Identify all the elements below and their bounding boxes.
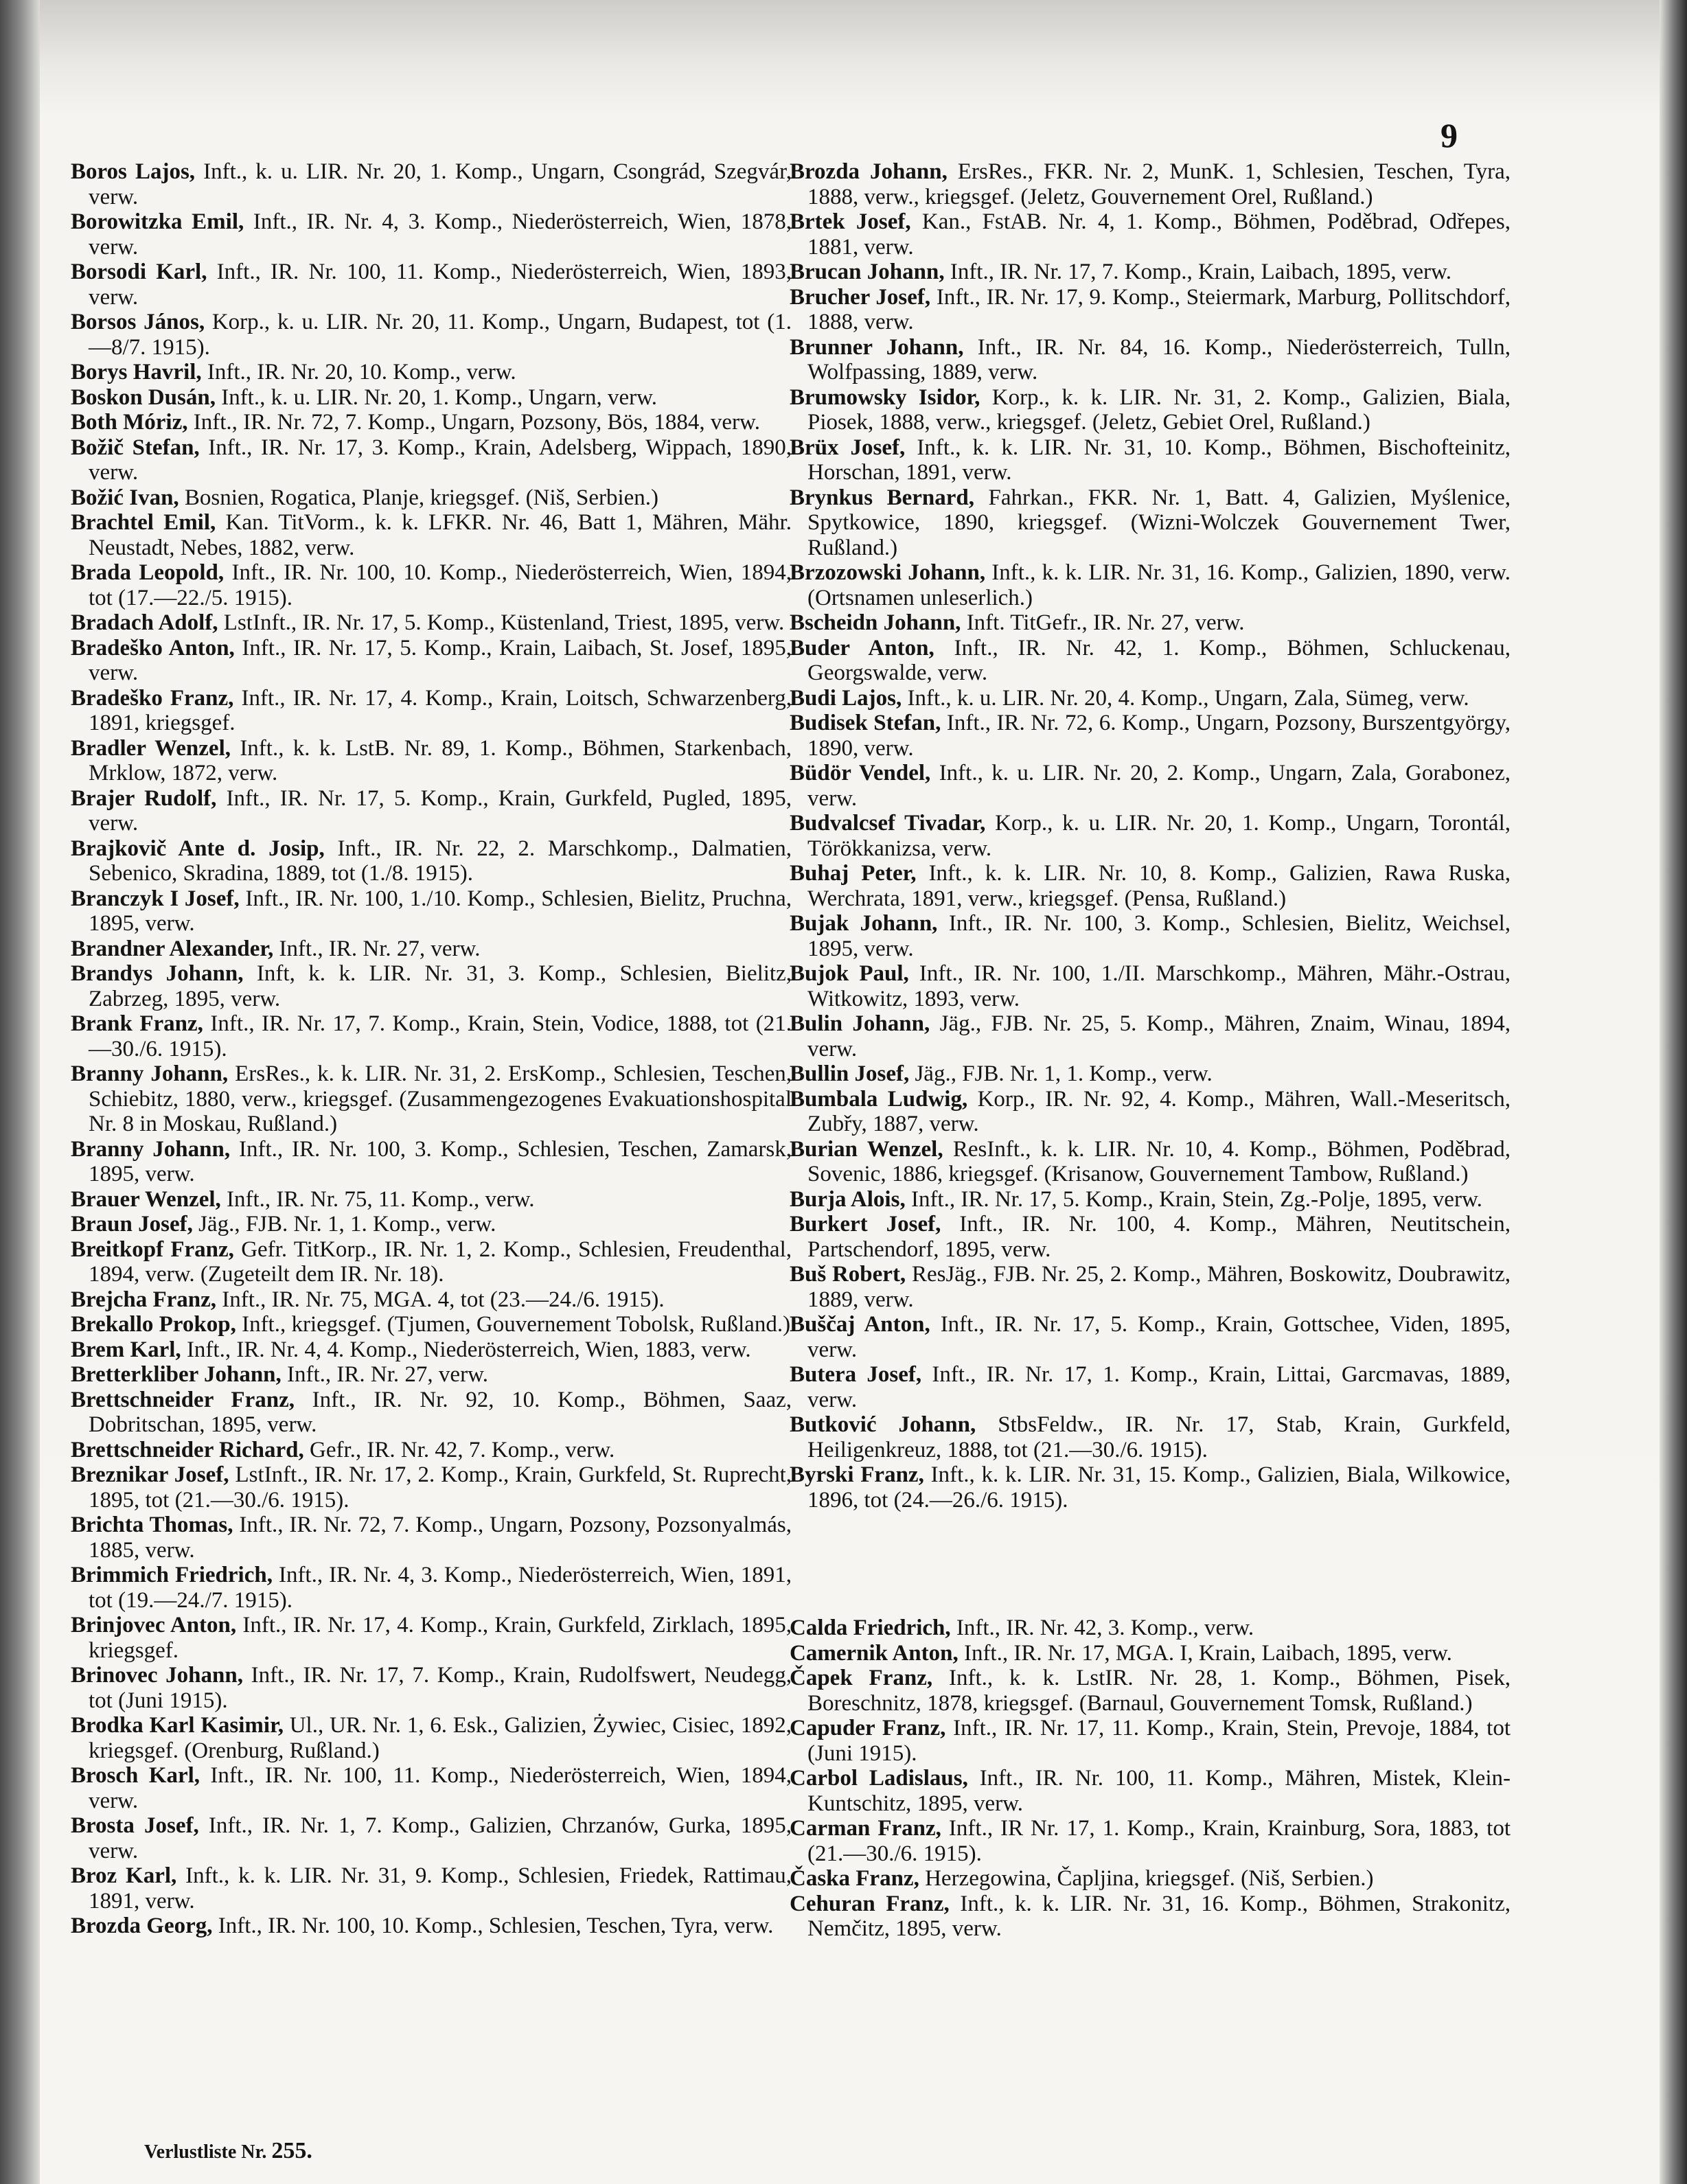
entry-details: ErsRes., k. k. LIR. Nr. 31, 2. ErsKomp., Schlesien, Teschen, Schiebitz, 1880, verw., kriegsgef. (Zusammengezogenes Evakuationshospital Nr. 8 in Moskau, Rußland.): [89, 1061, 792, 1136]
entry-name: Bullin Josef,: [790, 1061, 910, 1086]
right-column-b-section: [790, 159, 1511, 1513]
entry-name: Brekallo Prokop,: [71, 1312, 236, 1337]
left-column: [71, 159, 792, 1939]
entry-name: Brzozowski Johann,: [790, 560, 986, 585]
entry-details: LstInft., IR. Nr. 17, 5. Komp., Küstenland, Triest, 1895, verw.: [218, 610, 785, 635]
list-entry: [71, 260, 792, 310]
entry-name: Butera Josef,: [790, 1362, 922, 1387]
entry-details: Inft., k. u. LIR. Nr. 20, 1. Komp., Ungarn, Csongrád, Szegvár, verw.: [89, 159, 792, 209]
entry-name: Bujak Johann,: [790, 911, 938, 936]
footer: [144, 2138, 312, 2164]
entry-details: Inft., IR. Nr. 72, 7. Komp., Ungarn, Pozsony, Pozsonyalmás, 1885, verw.: [89, 1513, 792, 1563]
entry-details: Inft., IR. Nr. 17, 5. Komp., Krain, Gurkfeld, Pugled, 1895, verw.: [89, 785, 792, 836]
entry-details: Inft., IR. Nr. 17, 3. Komp., Krain, Adelsberg, Wippach, 1890, verw.: [89, 435, 792, 485]
entry-details: Inft., k. k. LstIR. Nr. 28, 1. Komp., Böhmen, Pisek, Boreschnitz, 1878, kriegsgef. (Barnaul, Gouvernement Tomsk, Rußland.): [807, 1666, 1511, 1716]
entry-details: Inft., IR. Nr. 92, 10. Komp., Böhmen, Saaz, Dobritschan, 1895, verw.: [89, 1387, 792, 1437]
entry-details: Jäg., FJB. Nr. 1, 1. Komp., verw.: [192, 1212, 496, 1237]
entry-name: Capuder Franz,: [790, 1716, 946, 1740]
section-gap: [790, 1513, 1511, 1616]
entry-details: Inft., k. u. LIR. Nr. 20, 4. Komp., Ungarn, Zala, Sümeg, verw.: [902, 685, 1469, 711]
entry-name: Branny Johann,: [71, 1136, 231, 1162]
entry-details: StbsFeldw., IR. Nr. 17, Stab, Krain, Gurkfeld, Heiligenkreuz, 1888, tot (21.—30./6. 1915).: [807, 1412, 1511, 1462]
entry-name: Bscheidn Johann,: [790, 610, 961, 635]
entry-name: Brandner Alexander,: [71, 936, 274, 961]
entry-details: Inft., IR. Nr. 1, 7. Komp., Galizien, Chrzanów, Gurka, 1895, verw.: [89, 1813, 792, 1863]
list-entry: [790, 285, 1511, 335]
list-entry: [71, 360, 792, 385]
entry-details: Inft., IR. Nr. 4, 3. Komp., Niederösterreich, Wien, 1878, verw.: [89, 209, 792, 260]
list-entry: [790, 159, 1511, 209]
entry-name: Budi Lajos,: [790, 685, 902, 711]
entry-name: Brucan Johann,: [790, 260, 945, 284]
entry-name: Branczyk I Josef,: [71, 886, 240, 911]
entry-name: Brinovec Johann,: [71, 1663, 243, 1688]
entry-name: Buhaj Peter,: [790, 861, 917, 886]
list-entry: [790, 961, 1511, 1011]
entry-details: Inft., IR. Nr. 17, 7. Komp., Krain, Stein, Vodice, 1888, tot (21.—30./6. 1915).: [89, 1011, 792, 1061]
entry-name: Brumowsky Isidor,: [790, 384, 980, 410]
list-entry: [790, 1641, 1511, 1666]
entry-name: Brem Karl,: [71, 1337, 181, 1362]
entry-details: Inft., k. u. LIR. Nr. 20, 2. Komp., Ungarn, Zala, Gorabonez, verw.: [807, 761, 1511, 811]
list-entry: [790, 209, 1511, 260]
entry-name: Brucher Josef,: [790, 284, 931, 310]
entry-details: Jäg., FJB. Nr. 25, 5. Komp., Mähren, Znaim, Winau, 1894, verw.: [807, 1011, 1511, 1061]
list-entry: [71, 1513, 792, 1563]
page-number: 9: [1441, 116, 1458, 154]
entry-name: Borowitzka Emil,: [71, 209, 244, 234]
entry-name: Both Móriz,: [71, 410, 188, 435]
entry-name: Brejcha Franz,: [71, 1287, 217, 1312]
list-entry: [71, 1237, 792, 1287]
entry-name: Burian Wenzel,: [790, 1136, 943, 1162]
entry-details: Inft., IR. Nr. 4, 4. Komp., Niederösterreich, Wien, 1883, verw.: [181, 1337, 751, 1362]
entry-name: Čapek Franz,: [790, 1666, 933, 1690]
entry-name: Brandys Johann,: [71, 961, 244, 986]
entry-details: Korp., k. u. LIR. Nr. 20, 11. Komp., Ungarn, Budapest, tot (1.—8/7. 1915).: [89, 310, 792, 360]
list-entry: [790, 1716, 1511, 1766]
entry-name: Budisek Stefan,: [790, 711, 941, 735]
list-entry: [790, 385, 1511, 435]
entry-name: Carbol Ladislaus,: [790, 1766, 968, 1791]
list-entry: [790, 1087, 1511, 1137]
entry-details: Inft., IR. Nr. 17, 7. Komp., Krain, Rudolfswert, Neudegg, tot (Juni 1915).: [89, 1663, 792, 1713]
entry-details: Gefr., IR. Nr. 42, 7. Komp., verw.: [303, 1437, 615, 1462]
entry-name: Brajer Rudolf,: [71, 785, 217, 811]
entry-details: Gefr. TitKorp., IR. Nr. 1, 2. Komp., Schlesien, Freudenthal, 1894, verw. (Zugeteilt dem IR. Nr. 18).: [89, 1237, 792, 1287]
entry-details: Korp., k. k. LIR. Nr. 31, 2. Komp., Galizien, Biala, Piosek, 1888, verw., kriegsgef. (Jeletz, Gebiet Orel, Rußland.): [807, 384, 1511, 435]
entry-details: Inft., IR. Nr. 17, 5. Komp., Krain, Laibach, St. Josef, 1895, verw.: [89, 635, 792, 685]
entry-details: Inft., k. k. LIR. Nr. 10, 8. Komp., Galizien, Rawa Ruska, Werchrata, 1891, verw., kriegsgef. (Pensa, Rußland.): [807, 861, 1511, 911]
entry-name: Brozda Johann,: [790, 159, 948, 184]
entry-details: Inft., IR. Nr. 100, 11. Komp., Niederösterreich, Wien, 1893, verw.: [89, 260, 792, 310]
entry-name: Brada Leopold,: [71, 560, 225, 585]
entry-details: Inft., IR. Nr. 75, MGA. 4, tot (23.—24./6. 1915).: [216, 1287, 665, 1312]
entry-details: Jäg., FJB. Nr. 1, 1. Komp., verw.: [909, 1061, 1213, 1086]
entry-details: Korp., k. u. LIR. Nr. 20, 1. Komp., Ungarn, Torontál, Törökkanizsa, verw.: [807, 811, 1511, 861]
list-entry: [71, 1438, 792, 1463]
list-entry: [71, 936, 792, 962]
entry-name: Braun Josef,: [71, 1212, 193, 1237]
list-entry: [71, 1212, 792, 1237]
list-entry: [790, 1892, 1511, 1942]
list-entry: [71, 1011, 792, 1061]
entry-name: Bradeško Anton,: [71, 635, 235, 660]
list-entry: [71, 159, 792, 209]
footer-label: Verlustliste Nr.: [144, 2141, 267, 2163]
list-entry: [71, 1187, 792, 1212]
list-entry: [71, 1813, 792, 1863]
entry-details: Inft., IR. Nr. 27, verw.: [273, 936, 481, 961]
entry-name: Brajkovič Ante d. Josip,: [71, 836, 325, 861]
entry-name: Borsodi Karl,: [71, 260, 207, 284]
entry-details: Inft., IR. Nr. 42, 3. Komp., verw.: [950, 1616, 1254, 1640]
list-entry: [71, 485, 792, 511]
entry-name: Burja Alois,: [790, 1186, 906, 1212]
list-entry: [790, 861, 1511, 911]
entry-details: Inft., IR. Nr. 100, 11. Komp., Niederösterreich, Wien, 1894, verw.: [89, 1763, 792, 1813]
entry-name: Brachtel Emil,: [71, 510, 216, 535]
entry-details: Inft., k. u. LIR. Nr. 20, 1. Komp., Ungarn, verw.: [215, 384, 658, 410]
entry-details: Inft., k. k. LIR. Nr. 31, 9. Komp., Schlesien, Friedek, Rattimau, 1891, verw.: [89, 1863, 792, 1913]
list-entry: [71, 786, 792, 836]
entry-details: Inft., k. k. LIR. Nr. 31, 16. Komp., Galizien, 1890, verw. (Ortsnamen unleserlich.): [807, 560, 1511, 610]
entry-name: Brozda Georg,: [71, 1913, 213, 1938]
list-entry: [790, 636, 1511, 686]
list-entry: [790, 1766, 1511, 1816]
entry-name: Borys Havril,: [71, 360, 202, 384]
list-entry: [71, 510, 792, 560]
list-entry: [790, 811, 1511, 861]
entry-details: Inft., k. k. LIR. Nr. 31, 16. Komp., Böhmen, Strakonitz, Nemčitz, 1895, verw.: [807, 1891, 1511, 1941]
list-entry: [790, 1187, 1511, 1212]
entry-details: ResJäg., FJB. Nr. 25, 2. Komp., Mähren, Boskowitz, Doubrawitz, 1889, verw.: [807, 1262, 1511, 1312]
entry-name: Bradach Adolf,: [71, 610, 218, 635]
list-entry: [790, 1362, 1511, 1412]
entry-name: Boskon Dusán,: [71, 384, 216, 410]
list-entry: [790, 1666, 1511, 1716]
entry-name: Büdör Vendel,: [790, 761, 931, 785]
list-entry: [71, 686, 792, 736]
list-entry: [71, 610, 792, 636]
entry-name: Brinjovec Anton,: [71, 1613, 237, 1637]
entry-details: Kan. TitVorm., k. k. LFKR. Nr. 46, Batt 1, Mähren, Mähr. Neustadt, Nebes, 1882, verw.: [89, 510, 792, 560]
list-entry: [71, 636, 792, 686]
entry-name: Brank Franz,: [71, 1011, 203, 1036]
entry-details: Ul., UR. Nr. 1, 6. Esk., Galizien, Żywiec, Cisiec, 1892, kriegsgef. (Orenburg, Rußland.): [89, 1713, 792, 1763]
list-entry: [71, 961, 792, 1011]
entry-details: Inft., IR. Nr. 17, 1. Komp., Krain, Littai, Garcmavas, 1889, verw.: [807, 1362, 1511, 1412]
entry-details: Inft., IR. Nr. 17, 7. Komp., Krain, Laibach, 1895, verw.: [944, 260, 1451, 284]
entry-details: LstInft., IR. Nr. 17, 2. Komp., Krain, Gurkfeld, St. Ruprecht, 1895, tot (21.—30./6. 1915).: [89, 1462, 792, 1513]
entry-details: Inft., IR. Nr. 17, 5. Komp., Krain, Stein, Zg.-Polje, 1895, verw.: [905, 1186, 1482, 1212]
entry-details: Inft., IR. Nr. 100, 10. Komp., Schlesien, Teschen, Tyra, verw.: [212, 1913, 774, 1938]
entry-name: Božić Ivan,: [71, 485, 179, 510]
entry-name: Časka Franz,: [790, 1866, 919, 1891]
list-entry: [71, 1388, 792, 1438]
list-entry: [71, 886, 792, 936]
entry-name: Buder Anton,: [790, 635, 934, 660]
entry-details: Inft., IR. Nr. 84, 16. Komp., Niederösterreich, Tulln, Wolfpassing, 1889, verw.: [807, 334, 1511, 384]
entry-details: Inft., IR. Nr. 17, 11. Komp., Krain, Stein, Prevoje, 1884, tot (Juni 1915).: [807, 1716, 1511, 1766]
entry-details: Inft., IR. Nr. 72, 7. Komp., Ungarn, Pozsony, Bös, 1884, verw.: [187, 410, 760, 435]
entry-details: Inft., IR. Nr. 22, 2. Marschkomp., Dalmatien, Sebenico, Skradina, 1889, tot (1./8. 1915).: [89, 836, 792, 886]
entry-details: Inft., IR. Nr. 72, 6. Komp., Ungarn, Pozsony, Burszentgyörgy, 1890, verw.: [807, 711, 1511, 761]
list-entry: [790, 1462, 1511, 1513]
list-entry: [790, 335, 1511, 385]
list-entry: [71, 836, 792, 886]
entry-name: Brodka Karl Kasimir,: [71, 1713, 284, 1738]
list-entry: [790, 560, 1511, 610]
entry-details: Inft., IR. Nr. 42, 1. Komp., Böhmen, Schluckenau, Georgswalde, verw.: [807, 635, 1511, 685]
entry-details: Korp., IR. Nr. 92, 4. Komp., Mähren, Wall.-Meseritsch, Zubřy, 1887, verw.: [807, 1086, 1511, 1136]
entry-name: Burkert Josef,: [790, 1212, 941, 1237]
entry-details: Inft., k. k. LIR. Nr. 31, 15. Komp., Galizien, Biala, Wilkowice, 1896, tot (24.—26./6. 1915).: [807, 1462, 1511, 1513]
entry-name: Carman Franz,: [790, 1816, 941, 1841]
entry-details: Inft., k. k. LIR. Nr. 31, 10. Komp., Böhmen, Bischofteinitz, Horschan, 1891, verw.: [807, 435, 1511, 485]
entry-details: Inft., IR. Nr. 4, 3. Komp., Niederösterreich, Wien, 1891, tot (19.—24./7. 1915).: [89, 1563, 792, 1613]
list-entry: [71, 1287, 792, 1313]
list-entry: [790, 1312, 1511, 1362]
list-entry: [71, 1337, 792, 1363]
list-entry: [790, 761, 1511, 811]
entry-name: Bretterkliber Johann,: [71, 1362, 282, 1387]
list-entry: [790, 1816, 1511, 1866]
list-entry: [71, 1863, 792, 1913]
list-entry: [71, 1713, 792, 1763]
entry-name: Brettschneider Richard,: [71, 1437, 304, 1462]
entry-details: Inft., IR. Nr. 17, 5. Komp., Krain, Gottschee, Viden, 1895, verw.: [807, 1312, 1511, 1362]
right-column-c-section: [790, 1616, 1511, 1942]
list-entry: [71, 410, 792, 435]
entry-name: Breitkopf Franz,: [71, 1237, 234, 1262]
entry-name: Brüx Josef,: [790, 435, 906, 460]
entry-name: Brosch Karl,: [71, 1763, 200, 1788]
entry-name: Brettschneider Franz,: [71, 1387, 295, 1412]
entry-details: Inft., IR. Nr. 17, 4. Komp., Krain, Loitsch, Schwarzenberg, 1891, kriegsgef.: [89, 685, 792, 735]
entry-name: Cehuran Franz,: [790, 1891, 950, 1916]
scan-edge-right: [1660, 0, 1687, 2184]
entry-details: Inft., k. k. LstB. Nr. 89, 1. Komp., Böhmen, Starkenbach, Mrklow, 1872, verw.: [89, 735, 792, 785]
list-entry: [71, 1362, 792, 1388]
entry-name: Calda Friedrich,: [790, 1616, 951, 1640]
list-entry: [790, 711, 1511, 761]
entry-name: Butković Johann,: [790, 1412, 976, 1437]
entry-details: Inft. TitGefr., IR. Nr. 27, verw.: [961, 610, 1245, 635]
list-entry: [790, 686, 1511, 711]
entry-name: Breznikar Josef,: [71, 1462, 229, 1487]
list-entry: [71, 1061, 792, 1137]
entry-name: Brunner Johann,: [790, 334, 964, 360]
entry-name: Boros Lajos,: [71, 159, 196, 184]
entry-details: Inft., IR. Nr. 100, 1./II. Marschkomp., Mähren, Mähr.-Ostrau, Witkowitz, 1893, verw.: [807, 961, 1511, 1011]
list-entry: [71, 435, 792, 485]
entry-details: Herzegowina, Čapljina, kriegsgef. (Niš, Serbien.): [919, 1866, 1374, 1891]
list-entry: [790, 1866, 1511, 1892]
list-entry: [71, 1613, 792, 1663]
entry-details: Inft., IR. Nr. 100, 1./10. Komp., Schlesien, Bielitz, Pruchna, 1895, verw.: [89, 886, 792, 936]
list-entry: [71, 1763, 792, 1813]
entry-details: Bosnien, Rogatica, Planje, kriegsgef. (Niš, Serbien.): [179, 485, 659, 510]
entry-name: Brauer Wenzel,: [71, 1186, 221, 1212]
entry-details: Inft., IR. Nr. 27, verw.: [281, 1362, 489, 1387]
footer-number: 255.: [271, 2138, 312, 2163]
list-entry: [71, 310, 792, 360]
list-entry: [790, 485, 1511, 561]
list-entry: [71, 1563, 792, 1613]
entry-name: Brimmich Friedrich,: [71, 1563, 273, 1587]
list-entry: [790, 1137, 1511, 1187]
entry-name: Byrski Franz,: [790, 1462, 924, 1487]
entry-details: Inft., IR. Nr. 17, MGA. I, Krain, Laibach, 1895, verw.: [958, 1640, 1452, 1666]
list-entry: [790, 1061, 1511, 1087]
list-entry: [71, 1913, 792, 1939]
entry-details: Inft., IR. Nr. 17, 4. Komp., Krain, Gurkfeld, Zirklach, 1895, kriegsgef.: [89, 1613, 792, 1663]
entry-details: Inft., IR. Nr. 100, 10. Komp., Niederösterreich, Wien, 1894, tot (17.—22./5. 1915).: [89, 560, 792, 610]
entry-name: Brtek Josef,: [790, 209, 911, 234]
entry-details: Inft., IR. Nr. 17, 9. Komp., Steiermark, Marburg, Pollitschdorf, 1888, verw.: [807, 284, 1511, 334]
entry-name: Bradler Wenzel,: [71, 735, 231, 761]
entry-name: Broz Karl,: [71, 1863, 177, 1888]
entry-name: Branny Johann,: [71, 1061, 229, 1086]
entry-details: Inft, k. k. LIR. Nr. 31, 3. Komp., Schlesien, Bielitz, Zabrzeg, 1895, verw.: [89, 961, 792, 1011]
list-entry: [790, 1262, 1511, 1312]
entry-name: Brichta Thomas,: [71, 1513, 233, 1537]
entry-name: Bulin Johann,: [790, 1011, 930, 1036]
scan-edge-left: [0, 0, 40, 2184]
list-entry: [71, 1663, 792, 1713]
list-entry: [790, 1616, 1511, 1641]
entry-name: Buščaj Anton,: [790, 1312, 930, 1337]
entry-name: Budvalcsef Tivadar,: [790, 811, 986, 836]
list-entry: [71, 560, 792, 610]
entry-name: Bradeško Franz,: [71, 685, 234, 711]
entry-name: Bumbala Ludwig,: [790, 1086, 968, 1112]
list-entry: [71, 736, 792, 786]
entry-details: ResInft., k. k. LIR. Nr. 10, 4. Komp., Böhmen, Poděbrad, Sovenic, 1886, kriegsgef. (Krisanow, Gouvernement Tambow, Rußland.): [807, 1136, 1511, 1186]
list-entry: [790, 610, 1511, 636]
entry-details: Inft., kriegsgef. (Tjumen, Gouvernement Tobolsk, Rußland.): [236, 1312, 791, 1337]
list-entry: [71, 1312, 792, 1337]
entry-name: Brynkus Bernard,: [790, 485, 974, 510]
entry-details: Kan., FstAB. Nr. 4, 1. Komp., Böhmen, Poděbrad, Odřepes, 1881, verw.: [807, 209, 1511, 260]
entry-details: Inft., IR. Nr. 75, 11. Komp., verw.: [220, 1186, 535, 1212]
list-entry: [71, 385, 792, 411]
list-entry: [71, 209, 792, 260]
list-entry: [790, 1412, 1511, 1462]
list-entry: [790, 1011, 1511, 1061]
entry-name: Bujok Paul,: [790, 961, 909, 986]
entry-details: ErsRes., FKR. Nr. 2, MunK. 1, Schlesien, Teschen, Tyra, 1888, verw., kriegsgef. (Jeletz, Gouvernement Orel, Rußland.): [807, 159, 1511, 209]
entry-name: Camernik Anton,: [790, 1640, 959, 1666]
entry-details: Inft., IR. Nr. 100, 11. Komp., Mähren, Mistek, Klein-Kuntschitz, 1895, verw.: [807, 1766, 1511, 1816]
entry-details: Inft., IR Nr. 17, 1. Komp., Krain, Krainburg, Sora, 1883, tot (21.—30./6. 1915).: [807, 1816, 1511, 1866]
entry-name: Brosta Josef,: [71, 1813, 199, 1838]
entry-details: Inft., IR. Nr. 100, 3. Komp., Schlesien, Teschen, Zamarsk, 1895, verw.: [89, 1136, 792, 1186]
entry-details: Fahrkan., FKR. Nr. 1, Batt. 4, Galizien, Myślenice, Spytkowice, 1890, kriegsgef. (Wizni-Wolczek Gouvernement Twer, Rußland.): [807, 485, 1511, 560]
entry-name: Borsos János,: [71, 310, 205, 334]
entry-details: Inft., IR. Nr. 100, 4. Komp., Mähren, Neutitschein, Partschendorf, 1895, verw.: [807, 1212, 1511, 1262]
right-column: [790, 159, 1511, 1942]
entry-details: Inft., IR. Nr. 100, 3. Komp., Schlesien, Bielitz, Weichsel, 1895, verw.: [807, 911, 1511, 961]
entry-details: Inft., IR. Nr. 20, 10. Komp., verw.: [201, 360, 516, 384]
list-entry: [790, 435, 1511, 485]
list-entry: [790, 260, 1511, 285]
entry-name: Božič Stefan,: [71, 435, 200, 460]
list-entry: [790, 1212, 1511, 1262]
entry-name: Buš Robert,: [790, 1262, 906, 1287]
list-entry: [71, 1462, 792, 1513]
list-entry: [71, 1137, 792, 1187]
list-entry: [790, 911, 1511, 961]
